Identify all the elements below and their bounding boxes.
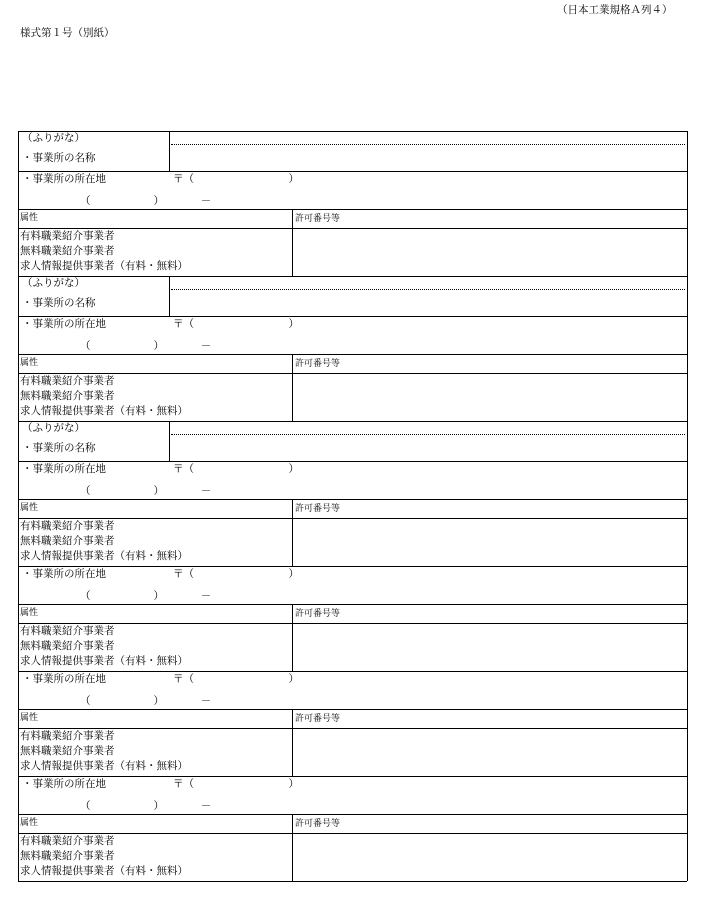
table-hline [18,709,687,710]
office-address-label: ・事業所の所在地 [22,463,106,475]
table-hline [18,776,687,777]
attribute-label: 属性 [20,213,39,223]
job-info-type: 求人情報提供事業者（有料・無料） [20,655,188,667]
free-placement-type: 無料職業紹介事業者 [20,390,115,402]
table-vline [169,421,170,461]
office-name-label: ・事業所の名称 [22,297,96,309]
table-hline [18,316,687,317]
table-hline [18,518,687,519]
office-name-label: ・事業所の名称 [22,442,96,454]
office-address-label: ・事業所の所在地 [22,318,106,330]
paid-placement-type: 有料職業紹介事業者 [20,520,115,532]
paid-placement-type: 有料職業紹介事業者 [20,835,115,847]
table-hline [18,499,687,500]
job-info-type: 求人情報提供事業者（有料・無料） [20,550,188,562]
furigana-label: （ふりがな） [22,277,85,289]
table-hline [18,623,687,624]
table-hline [18,604,687,605]
table-vline [292,814,293,881]
postal-code-field: 〒（ ） [173,173,299,185]
table-vline [18,131,19,881]
table-hline [18,881,687,882]
table-hline [18,566,687,567]
furigana-label: （ふりがな） [22,132,85,144]
table-hline [18,171,687,172]
table-hline [18,833,687,834]
furigana-dotted-line [171,144,685,145]
table-hline [18,461,687,462]
permit-number-label: 許可番号等 [295,504,341,514]
table-vline [687,131,688,881]
job-info-type: 求人情報提供事業者（有料・無料） [20,760,188,772]
job-info-type: 求人情報提供事業者（有料・無料） [20,260,188,272]
furigana-dotted-line [171,289,685,290]
postal-code-field: 〒（ ） [173,568,299,580]
free-placement-type: 無料職業紹介事業者 [20,245,115,257]
office-address-label: ・事業所の所在地 [22,568,106,580]
paid-placement-type: 有料職業紹介事業者 [20,230,115,242]
attribute-label: 属性 [20,608,39,618]
job-info-type: 求人情報提供事業者（有料・無料） [20,865,188,877]
attribute-label: 属性 [20,713,39,723]
postal-code-field: 〒（ ） [173,778,299,790]
table-vline [292,499,293,566]
phone-field: （ ） － [80,340,212,352]
phone-field: （ ） － [80,485,212,497]
table-vline [169,131,170,171]
table-vline [292,209,293,276]
postal-code-field: 〒（ ） [173,318,299,330]
permit-number-label: 許可番号等 [295,609,341,619]
table-hline [18,671,687,672]
permit-number-label: 許可番号等 [295,214,341,224]
attribute-label: 属性 [20,503,39,513]
table-hline [18,728,687,729]
furigana-label: （ふりがな） [22,422,85,434]
free-placement-type: 無料職業紹介事業者 [20,535,115,547]
table-hline [18,131,687,132]
table-hline [18,276,687,277]
table-hline [18,228,687,229]
job-info-type: 求人情報提供事業者（有料・無料） [20,405,188,417]
form-title: 様式第１号（別紙） [20,27,115,39]
table-hline [18,354,687,355]
phone-field: （ ） － [80,800,212,812]
office-address-label: ・事業所の所在地 [22,173,106,185]
free-placement-type: 無料職業紹介事業者 [20,850,115,862]
phone-field: （ ） － [80,195,212,207]
paid-placement-type: 有料職業紹介事業者 [20,730,115,742]
attribute-label: 属性 [20,818,39,828]
office-address-label: ・事業所の所在地 [22,673,106,685]
table-vline [292,709,293,776]
table-hline [18,209,687,210]
free-placement-type: 無料職業紹介事業者 [20,640,115,652]
table-hline [18,421,687,422]
table-vline [292,354,293,421]
table-vline [169,276,170,316]
free-placement-type: 無料職業紹介事業者 [20,745,115,757]
permit-number-label: 許可番号等 [295,714,341,724]
postal-code-field: 〒（ ） [173,673,299,685]
furigana-dotted-line [171,434,685,435]
postal-code-field: 〒（ ） [173,463,299,475]
permit-number-label: 許可番号等 [295,819,341,829]
table-vline [292,604,293,671]
permit-number-label: 許可番号等 [295,359,341,369]
office-address-label: ・事業所の所在地 [22,778,106,790]
table-hline [18,814,687,815]
standard-note: （日本工業規格Ａ列４） [557,4,673,16]
table-hline [18,373,687,374]
phone-field: （ ） － [80,695,212,707]
attribute-label: 属性 [20,358,39,368]
paid-placement-type: 有料職業紹介事業者 [20,625,115,637]
office-name-label: ・事業所の名称 [22,152,96,164]
paid-placement-type: 有料職業紹介事業者 [20,375,115,387]
phone-field: （ ） － [80,590,212,602]
